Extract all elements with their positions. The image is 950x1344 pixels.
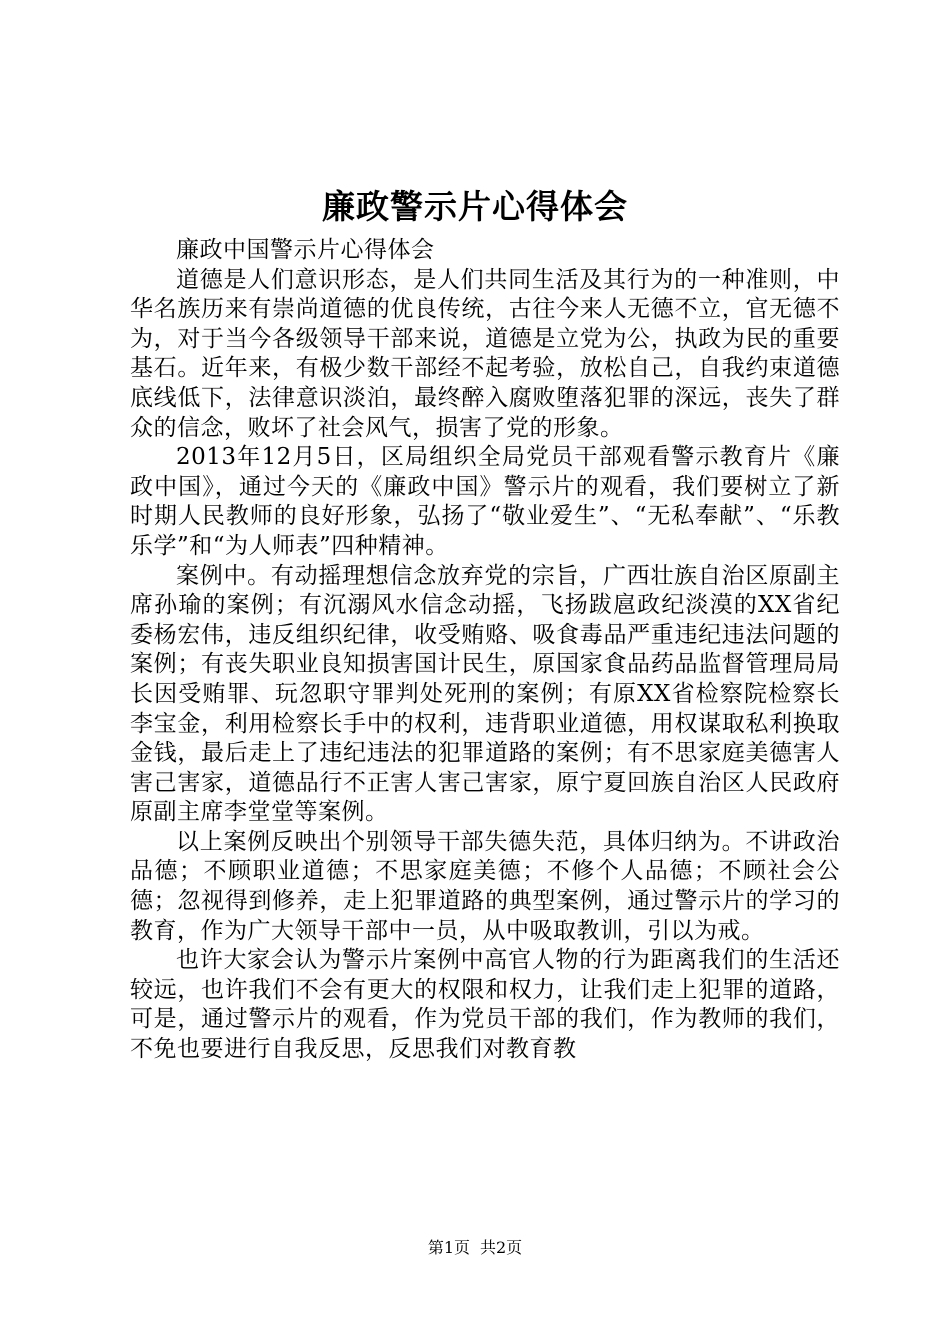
page-footer (0, 1236, 950, 1260)
subtitle-paragraph: 廉政中国警示片心得体会 (176, 237, 435, 263)
page-total: 共2页 (480, 1238, 523, 1257)
body-paragraph: 道德是人们意识形态，是人们共同生活及其行为的一种准则，中华名族历来有崇尚道德的优良传统，古往今来人无德不立，官无德不为，对于当今各级领导干部来说，道德是立党为公，执政为民的重要基石。近年来，有极少数干部经不起考验，放松自己，自我约束道德底线低下，法律意识淡泊，最终醉入腐败堕落犯罪的深远，丧失了群众的信念，败坏了社会风气，损害了党的形象。 (130, 266, 840, 441)
body-paragraph: 案例中。有动摇理想信念放弃党的宗旨，广西壮族自治区原副主席孙瑜的案例；有沉溺风水信念动摇，飞扬跋扈政纪淡漠的XX省纪委杨宏伟，违反组织纪律，收受贿赂、吸食毒品严重违纪违法问题的案例；有丧失职业良知损害国计民生，原国家食品药品监督管理局局长因受贿罪、玩忽职守罪判处死刑的案例；有原XX省检察院检察长李宝金，利用检察长手中的权利，违背职业道德，用权谋取私利换取金钱，最后走上了违纪违法的犯罪道路的案例；有不思家庭美德害人害己害家，道德品行不正害人害己害家，原宁夏回族自治区人民政府原副主席李堂堂等案例。 (130, 562, 840, 826)
page-number: 第1页 (427, 1238, 470, 1257)
document-title: 廉政警示片心得体会 (322, 187, 628, 226)
body-paragraph: 2013年12月5日，区局组织全局党员干部观看警示教育片《廉政中国》，通过今天的《廉政中国》警示片的观看，我们要树立了新时期人民教师的良好形象，弘扬了“敬业爱生”、“无私奉献”、“乐教乐学”和“为人师表”四种精神。 (130, 444, 840, 559)
body-paragraph: 以上案例反映出个别领导干部失德失范，具体归纳为。不讲政治品德；不顾职业道德；不思家庭美德；不修个人品德；不顾社会公德；忽视得到修养，走上犯罪道路的典型案例，通过警示片的学习的教育，作为广大领导干部中一员，从中吸取教训，引以为戒。 (130, 828, 840, 944)
document-body (130, 236, 840, 1065)
body-paragraph: 也许大家会认为警示片案例中高官人物的行为距离我们的生活还较远，也许我们不会有更大的权限和权力，让我们走上犯罪的道路，可是，通过警示片的观看，作为党员干部的我们，作为教师的我们，不免也要进行自我反思，反思我们对教育教 (130, 947, 840, 1063)
